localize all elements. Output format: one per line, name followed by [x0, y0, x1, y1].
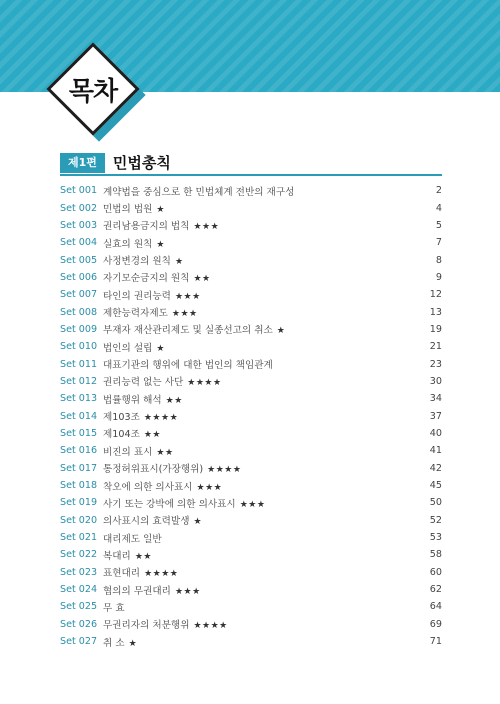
importance-stars: ★	[276, 326, 286, 337]
toc-entry-title: 실효의 원칙	[103, 238, 153, 250]
toc-page-number: 34	[429, 393, 442, 405]
importance-stars: ★★★★	[207, 465, 242, 476]
toc-set-number: Set 019	[60, 497, 98, 509]
toc-page-number: 45	[429, 480, 442, 492]
importance-stars: ★★	[165, 395, 183, 406]
importance-stars: ★★★	[239, 499, 266, 510]
toc-set-number: Set 018	[60, 480, 98, 492]
toc-entry-title: 의사표시의 효력발생	[103, 516, 190, 528]
toc-entry-title: 취 소	[103, 637, 125, 649]
importance-stars: ★★★	[171, 309, 198, 320]
toc-set-number: Set 006	[60, 271, 98, 283]
toc-page-number: 8	[435, 254, 442, 266]
toc-entry[interactable]	[60, 407, 442, 424]
toc-set-number: Set 024	[60, 584, 98, 596]
toc-entry-title-wrap	[102, 617, 412, 631]
toc-set-number: Set 012	[60, 375, 98, 387]
importance-stars: ★★	[156, 447, 174, 458]
toc-entry[interactable]	[60, 564, 442, 581]
page-title: 목차	[68, 76, 118, 107]
toc-page-number: 41	[429, 445, 442, 457]
toc-entry[interactable]	[60, 425, 442, 442]
toc-entry-title-wrap	[102, 236, 412, 250]
toc-entry[interactable]	[60, 460, 442, 477]
toc-entry-title-wrap	[102, 531, 412, 545]
toc-page-number: 50	[429, 497, 442, 509]
toc-page-number: 60	[429, 566, 442, 578]
importance-stars: ★★★	[174, 291, 201, 302]
toc-page-number: 62	[429, 584, 442, 596]
toc-set-number: Set 002	[60, 202, 98, 214]
toc-entry-title: 사기 또는 강박에 의한 의사표시	[103, 498, 236, 510]
toc-set-number: Set 023	[60, 566, 98, 578]
toc-entry-title: 타인의 권리능력	[103, 290, 171, 302]
importance-stars: ★	[193, 517, 203, 528]
toc-entry-title-wrap	[102, 357, 412, 371]
toc-page-number: 7	[435, 237, 442, 249]
importance-stars: ★	[174, 257, 184, 268]
toc-set-number: Set 022	[60, 549, 98, 561]
part-label: 제1편	[60, 153, 105, 173]
toc-entry-title: 권리능력 없는 사단	[103, 377, 184, 389]
toc-entry-title-wrap	[102, 583, 412, 597]
toc-entry-title-wrap	[102, 479, 412, 493]
toc-set-number: Set 011	[60, 358, 98, 370]
toc-page-number: 64	[429, 601, 442, 613]
toc-entry-title: 무 효	[103, 602, 125, 614]
toc-entry[interactable]	[60, 373, 442, 390]
toc-entry-title: 권리남용금지의 법칙	[103, 221, 190, 233]
importance-stars: ★★★★	[187, 378, 222, 389]
toc-set-number: Set 008	[60, 306, 98, 318]
toc-page-number: 2	[435, 185, 442, 197]
importance-stars: ★★★	[193, 222, 220, 233]
toc-set-number: Set 001	[60, 185, 98, 197]
toc-set-number: Set 015	[60, 427, 98, 439]
importance-stars: ★	[156, 239, 165, 250]
toc-set-number: Set 021	[60, 532, 98, 544]
toc-entry-title: 대리제도 일반	[103, 533, 162, 545]
toc-page-number: 40	[429, 427, 442, 439]
toc-page-number: 52	[429, 514, 442, 526]
toc-entry-title: 제한능력자제도	[103, 308, 168, 320]
importance-stars: ★★★★	[144, 569, 179, 580]
toc-set-number: Set 016	[60, 445, 98, 457]
toc-entry[interactable]	[60, 616, 442, 633]
importance-stars: ★	[156, 343, 165, 354]
toc-entry[interactable]	[60, 529, 442, 546]
toc-entry-title-wrap	[102, 409, 412, 423]
importance-stars: ★★★	[196, 482, 223, 493]
toc-set-number: Set 013	[60, 393, 98, 405]
toc-entry[interactable]	[60, 581, 442, 598]
toc-entry-title-wrap	[102, 548, 412, 562]
importance-stars: ★★★	[174, 586, 201, 597]
toc-page-number: 42	[429, 462, 442, 474]
toc-page-number: 19	[429, 323, 442, 335]
toc-entry[interactable]	[60, 251, 442, 268]
toc-set-number: Set 017	[60, 462, 98, 474]
toc-page-number: 12	[429, 289, 442, 301]
toc-page-number: 23	[429, 358, 442, 370]
toc-entry-title-wrap	[102, 496, 412, 510]
toc-entry-title-wrap	[102, 201, 412, 215]
toc-entry[interactable]	[60, 355, 442, 372]
toc-set-number: Set 003	[60, 219, 98, 231]
toc-entry-title: 협의의 무권대리	[103, 585, 171, 597]
toc-entry[interactable]	[60, 390, 442, 407]
toc-entry[interactable]	[60, 199, 442, 216]
toc-set-number: Set 020	[60, 514, 98, 526]
toc-page-number: 30	[429, 375, 442, 387]
toc-page-number: 5	[435, 219, 442, 231]
toc-entry-title: 제104조	[103, 429, 140, 441]
toc-page-number: 58	[429, 549, 442, 561]
toc-entry-title-wrap	[102, 565, 412, 579]
toc-entry-title: 표현대리	[103, 568, 141, 580]
toc-entry-title: 착오에 의한 의사표시	[103, 481, 193, 493]
importance-stars: ★	[156, 205, 165, 216]
toc-entry-title-wrap	[102, 374, 412, 388]
toc-page-number: 21	[429, 341, 442, 353]
toc-entry-title: 복대리	[103, 550, 131, 562]
toc-entry-title: 계약법을 중심으로 한 민법체계 전반의 재구성	[103, 186, 295, 198]
part-divider	[60, 174, 442, 176]
toc-page-number: 53	[429, 532, 442, 544]
toc-set-number: Set 009	[60, 323, 98, 335]
toc-page-number: 37	[429, 410, 442, 422]
toc-entry-title-wrap	[102, 635, 412, 649]
toc-entry[interactable]	[60, 217, 442, 234]
toc-entry-title-wrap	[102, 218, 412, 232]
toc-page-number: 71	[429, 636, 442, 648]
toc-entry[interactable]	[60, 442, 442, 459]
toc-entry-title-wrap	[102, 305, 412, 319]
toc-entry-title-wrap	[102, 461, 412, 475]
toc-entry-title-wrap	[102, 426, 412, 440]
toc-set-number: Set 004	[60, 237, 98, 249]
toc-entry-title-wrap	[102, 253, 412, 267]
part-header	[60, 152, 171, 173]
toc-set-number: Set 025	[60, 601, 98, 613]
toc-set-number: Set 005	[60, 254, 98, 266]
toc-entry-title: 법률행위 해석	[103, 394, 162, 406]
toc-entry[interactable]	[60, 286, 442, 303]
toc-entry-title: 사정변경의 원칙	[103, 256, 171, 268]
toc-entry[interactable]	[60, 633, 442, 650]
toc-entry-title-wrap	[102, 184, 412, 198]
toc-set-number: Set 026	[60, 618, 98, 630]
toc-entry-title-wrap	[102, 322, 412, 336]
toc-entry[interactable]	[60, 546, 442, 563]
toc-page-number: 13	[429, 306, 442, 318]
toc-entry[interactable]	[60, 234, 442, 251]
toc-set-number: Set 027	[60, 636, 98, 648]
toc-entry-title-wrap	[102, 444, 412, 458]
importance-stars: ★★	[134, 551, 152, 562]
toc-entry-title-wrap	[102, 270, 412, 284]
toc-entry[interactable]	[60, 182, 442, 199]
toc-entry[interactable]	[60, 338, 442, 355]
toc-entry-title: 법인의 설립	[103, 342, 153, 354]
importance-stars: ★★	[143, 430, 161, 441]
toc-entry-title-wrap	[102, 392, 412, 406]
toc-page-number: 4	[435, 202, 442, 214]
toc-entry-title: 부재자 재산관리제도 및 실종선고의 취소	[103, 325, 273, 337]
toc-entry[interactable]	[60, 303, 442, 320]
toc-entry-title: 무권리자의 처분행위	[103, 620, 190, 632]
toc-page-number: 69	[429, 618, 442, 630]
toc-entry-title: 통정허위표시(가장행위)	[103, 464, 204, 476]
toc-title-badge	[48, 44, 144, 140]
toc-entry-title: 제103조	[103, 412, 140, 424]
importance-stars: ★★★★	[193, 621, 228, 632]
toc-entry[interactable]	[60, 494, 442, 511]
toc-page-number: 9	[435, 271, 442, 283]
part-title: 민법총칙	[112, 154, 171, 172]
toc-entry-title: 민법의 법원	[103, 204, 153, 216]
importance-stars: ★	[128, 638, 138, 649]
toc-set-number: Set 014	[60, 410, 98, 422]
toc-entry-title-wrap	[102, 288, 412, 302]
toc-entry-title: 대표기관의 행위에 대한 법인의 책임관계	[103, 360, 273, 372]
toc-entry-title-wrap	[102, 513, 412, 527]
toc-entry[interactable]	[60, 477, 442, 494]
toc-entry-title: 자기모순금지의 원칙	[103, 273, 190, 285]
toc-entry-title-wrap	[102, 340, 412, 354]
toc-set-number: Set 010	[60, 341, 98, 353]
toc-set-number: Set 007	[60, 289, 98, 301]
importance-stars: ★★★★	[143, 413, 179, 424]
toc-entry[interactable]	[60, 321, 442, 338]
toc-entry[interactable]	[60, 512, 442, 529]
importance-stars: ★★	[193, 274, 211, 285]
toc-list	[60, 182, 442, 650]
toc-entry-title: 비진의 표시	[103, 446, 153, 458]
toc-entry-title-wrap	[102, 600, 412, 614]
toc-entry[interactable]	[60, 598, 442, 615]
toc-entry[interactable]	[60, 269, 442, 286]
